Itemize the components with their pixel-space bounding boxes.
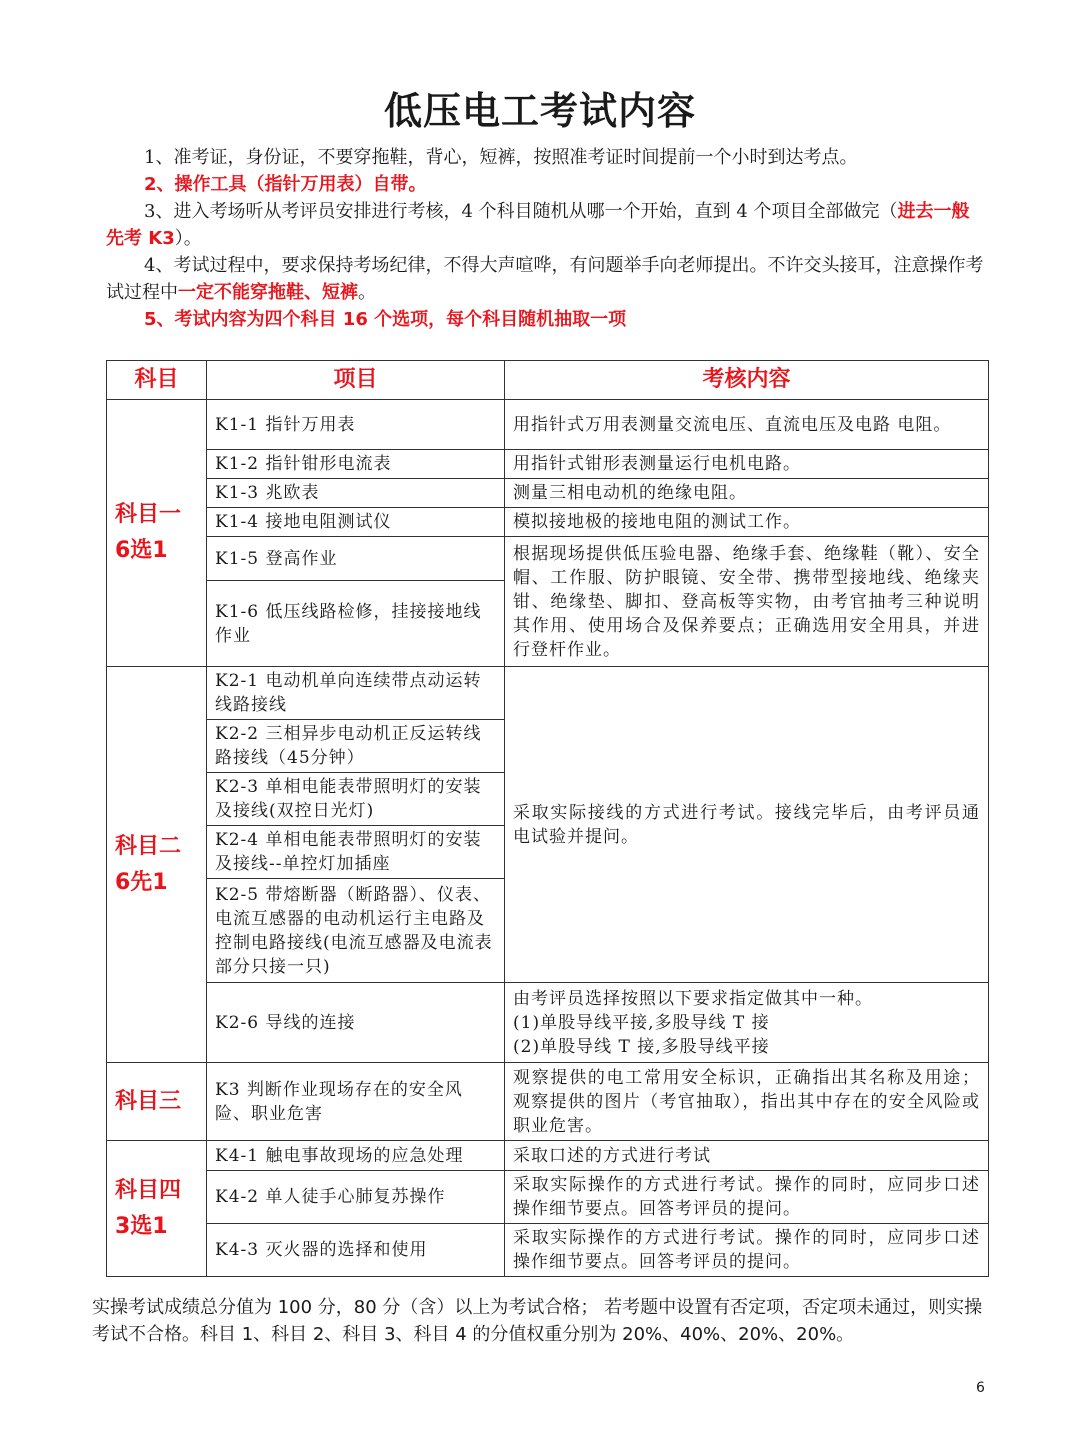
item-k3: K3 判断作业现场存在的安全风险、职业危害 bbox=[207, 1063, 505, 1141]
table-row bbox=[107, 1141, 989, 1171]
item-k4-3: K4-3 灭火器的选择和使用 bbox=[207, 1224, 505, 1277]
table-row bbox=[107, 983, 989, 1063]
header-item: 项目 bbox=[207, 361, 505, 400]
table-row bbox=[107, 400, 989, 450]
note-3: 3、进入考场听从考评员安排进行考核，4 个科目随机从哪一个开始，直到 4 个项目全部做完（进去一般先考 K3）。 bbox=[106, 201, 970, 249]
desc-k4-3: 采取实际操作的方式进行考试。操作的同时，应同步口述操作细节要点。回答考评员的提问。 bbox=[505, 1224, 989, 1277]
note-2: 2、操作工具（指针万用表）自带。 bbox=[144, 174, 427, 195]
item-k1-5: K1-5 登高作业 bbox=[207, 537, 505, 581]
desc-k1-5-6: 根据现场提供低压验电器、绝缘手套、绝缘鞋（靴）、安全帽、工作服、防护眼镜、安全带、携带型接地线、绝缘夹钳、绝缘垫、脚扣、登高板等实物，由考官抽考三种说明其作用、使用场合及保养要点；正确选用安全用具，并进行登杆作业。 bbox=[505, 537, 989, 667]
subject-2: 科目二 6先1 bbox=[107, 667, 207, 1063]
item-k2-4: K2-4 单相电能表带照明灯的安装及接线--单控灯加插座 bbox=[207, 826, 505, 879]
page-number: 6 bbox=[976, 1380, 985, 1396]
item-k2-1: K2-1 电动机单向连续带点动运转线路接线 bbox=[207, 667, 505, 720]
subject-1: 科目一 6选1 bbox=[107, 400, 207, 667]
subject-3: 科目三 bbox=[107, 1063, 207, 1141]
desc-k2-6-line2: (1)单股导线平接,多股导线 T 接 bbox=[513, 1012, 770, 1033]
header-content: 考核内容 bbox=[505, 361, 989, 400]
item-k2-2: K2-2 三相异步电动机正反运转线路接线（45分钟） bbox=[207, 720, 505, 773]
table-header-row bbox=[107, 361, 989, 400]
page-title: 低压电工考试内容 bbox=[383, 89, 696, 133]
item-k2-5: K2-5 带熔断器（断路器）、仪表、电流互感器的电动机运行主电路及控制电路接线(电流互感器及电流表部分只接一只) bbox=[207, 879, 505, 983]
table-row bbox=[107, 450, 989, 479]
subject-4: 科目四 3选1 bbox=[107, 1141, 207, 1277]
desc-k1-1: 用指针式万用表测量交流电压、直流电压及电路 电阻。 bbox=[505, 400, 989, 450]
exam-content-table bbox=[106, 360, 989, 1277]
note-3-highlight: 进去一般先考 K3 bbox=[106, 201, 970, 249]
item-k2-6: K2-6 导线的连接 bbox=[207, 983, 505, 1063]
table-row bbox=[107, 667, 989, 720]
note-4-highlight: 一定不能穿拖鞋、短裤 bbox=[178, 282, 358, 303]
desc-k1-4: 模拟接地极的接地电阻的测试工作。 bbox=[505, 508, 989, 537]
item-k2-3: K2-3 单相电能表带照明灯的安装及接线(双控日光灯) bbox=[207, 773, 505, 826]
item-k1-2: K1-2 指针钳形电流表 bbox=[207, 450, 505, 479]
item-k1-3: K1-3 兆欧表 bbox=[207, 479, 505, 508]
table-row bbox=[107, 508, 989, 537]
desc-k2-1-5: 采取实际接线的方式进行考试。接线完毕后，由考评员通电试验并提问。 bbox=[505, 667, 989, 983]
item-k1-4: K1-4 接地电阻测试仪 bbox=[207, 508, 505, 537]
score-note: 实操考试成绩总分值为 100 分，80 分（含）以上为考试合格； 若考题中设置有否定项，否定项未通过，则实操考试不合格。科目 1、科目 2、科目 3、科目 4 的分值权重分别为 20%、40%、20%、20%。 bbox=[92, 1297, 983, 1345]
item-k4-1: K4-1 触电事故现场的应急处理 bbox=[207, 1141, 505, 1171]
table-row bbox=[107, 479, 989, 508]
note-4: 4、考试过程中，要求保持考场纪律，不得大声喧哗，有问题举手向老师提出。不许交头接耳，注意操作考试过程中一定不能穿拖鞋、短裤。 bbox=[106, 255, 984, 303]
note-1: 1、准考证，身份证，不要穿拖鞋，背心，短裤，按照准考证时间提前一个小时到达考点。 bbox=[144, 147, 858, 168]
table-row bbox=[107, 1171, 989, 1224]
desc-k1-2: 用指针式钳形表测量运行电机电路。 bbox=[505, 450, 989, 479]
desc-k2-6-line3: (2)单股导线 T 接,多股导线平接 bbox=[513, 1036, 770, 1057]
desc-k2-6-line1: 由考评员选择按照以下要求指定做其中一种。 bbox=[513, 988, 873, 1009]
item-k1-1: K1-1 指针万用表 bbox=[207, 400, 505, 450]
desc-k2-6 bbox=[505, 983, 989, 1063]
desc-k1-3: 测量三相电动机的绝缘电阻。 bbox=[505, 479, 989, 508]
table-row bbox=[107, 1224, 989, 1277]
item-k4-2: K4-2 单人徒手心肺复苏操作 bbox=[207, 1171, 505, 1224]
intro-notes bbox=[106, 144, 986, 333]
desc-k4-2: 采取实际操作的方式进行考试。操作的同时，应同步口述操作细节要点。回答考评员的提问。 bbox=[505, 1171, 989, 1224]
header-subject: 科目 bbox=[107, 361, 207, 400]
desc-k4-1: 采取口述的方式进行考试 bbox=[505, 1141, 989, 1171]
item-k1-6: K1-6 低压线路检修，挂接接地线作业 bbox=[207, 581, 505, 667]
desc-k3: 观察提供的电工常用安全标识，正确指出其名称及用途；观察提供的图片（考官抽取），指出其中存在的安全风险或职业危害。 bbox=[505, 1063, 989, 1141]
table-row bbox=[107, 1063, 989, 1141]
note-5: 5、考试内容为四个科目 16 个选项，每个科目随机抽取一项 bbox=[144, 309, 627, 330]
table-row bbox=[107, 537, 989, 581]
